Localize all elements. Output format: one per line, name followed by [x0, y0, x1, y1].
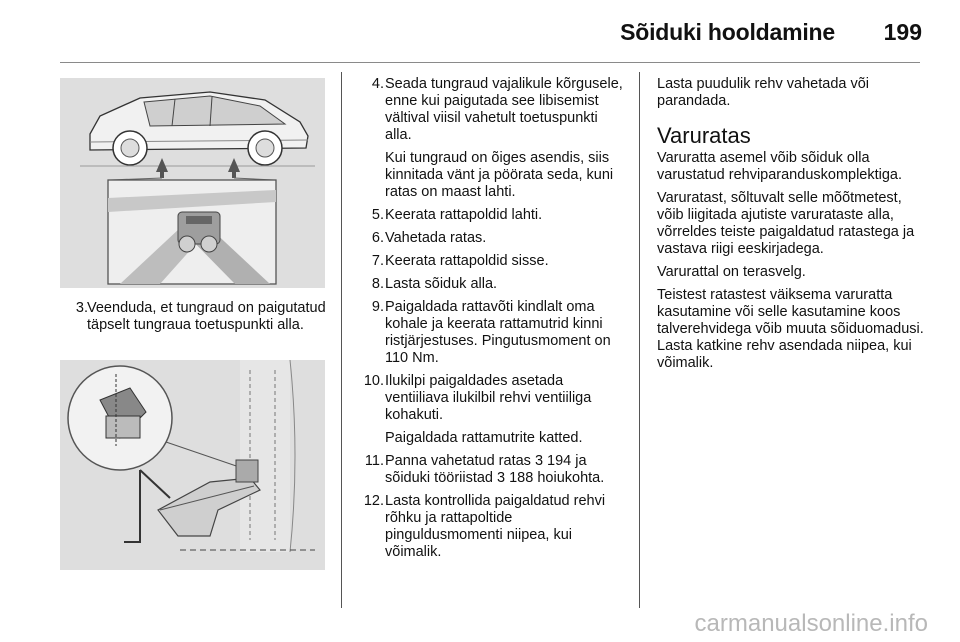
step-list-col1: [58, 300, 338, 334]
step-text: Seada tungraud vajalikule kõrgusele, enne kui paigutada see libisemist vältival viisil vahetult toetuspunkti alla.: [385, 76, 623, 143]
step-number: 11.: [364, 453, 384, 469]
step-list-col2: [354, 76, 628, 561]
list-item: [354, 276, 628, 293]
paragraph: Varurattal on terasvelg.: [657, 264, 806, 280]
step-text: Lasta sõiduk alla.: [385, 276, 498, 292]
header-divider: [60, 62, 920, 63]
step-number: 6.: [371, 230, 384, 246]
column-divider-right: [639, 72, 640, 608]
step-text: Ilukilpi paigaldades asetada ventiiliava ilukilbil rehvi ventiiliga kohakuti.: [385, 373, 592, 423]
step-text: Veenduda, et tungraud on paigutatud täpselt tungraua toetuspunkti alla.: [87, 300, 326, 333]
step-number: 10.: [363, 373, 384, 389]
step-text: Panna vahetatud ratas 3 194 ja sõiduki tööriistad 3 188 hoiukohta.: [385, 453, 605, 486]
step-text: Keerata rattapoldid sisse.: [385, 253, 549, 269]
car-jack-points-illustration: [60, 78, 325, 288]
page-header-title: Sõiduki hooldamine: [620, 19, 835, 45]
list-item: [58, 300, 338, 334]
column-divider-left: [341, 72, 342, 608]
spare-wheel-section: [657, 76, 927, 378]
list-item: [354, 207, 628, 224]
step-text: Paigaldada rattavõti kindlalt oma kohale ja keerata rattamutrid kinni ristjärjestuses. Pingutusmoment on 110 Nm.: [385, 299, 611, 366]
step-text: Keerata rattapoldid lahti.: [385, 207, 543, 223]
page-number: 199: [883, 19, 922, 45]
step-subtext: Paigaldada rattamutrite katted.: [385, 430, 583, 446]
paragraph: Teistest ratastest väiksema varuratta kasutamine või selle kasutamine koos talverehvidega võib muuta sõiduomadusi. Lasta katkine rehv asendada niipea, kui võimalik.: [657, 287, 924, 371]
list-item: [354, 253, 628, 270]
list-item: [354, 493, 628, 561]
step-number: 9.: [371, 299, 384, 315]
list-item: [354, 299, 628, 367]
intro-paragraph: Lasta puudulik rehv vahetada või parandada.: [657, 76, 870, 109]
step-number: 12.: [363, 493, 384, 509]
jack-placement-illustration: [60, 360, 325, 570]
list-item: [354, 76, 628, 201]
section-heading: Varuratas: [657, 123, 751, 148]
list-item: [354, 453, 628, 487]
watermark[interactable]: carmanualsonline.info: [694, 610, 928, 637]
step-subtext: Kui tungraud on õiges asendis, siis kinnitada vänt ja pöörata seda, kuni ratas on maast lahti.: [385, 150, 614, 200]
paragraph: Varuratta asemel võib sõiduk olla varustatud rehviparanduskomplektiga.: [657, 150, 903, 183]
list-item: [354, 230, 628, 247]
step-number: 7.: [371, 253, 384, 269]
step-number: 4.: [371, 76, 384, 92]
step-text: Vahetada ratas.: [385, 230, 487, 246]
paragraph: Varuratast, sõltuvalt selle mõõtmetest, võib liigitada ajutiste varurataste alla, võrreldes teiste paigaldatud ratastega ja vastava riigi eeskirjadega.: [657, 190, 915, 257]
step-text: Lasta kontrollida paigaldatud rehvi rõhku ja rattapoltide pinguldusmomenti niipea, kui võimalik.: [385, 493, 606, 560]
list-item: [354, 373, 628, 447]
step-number: 8.: [371, 276, 384, 292]
step-number: 3.: [75, 300, 88, 316]
step-number: 5.: [371, 207, 384, 223]
